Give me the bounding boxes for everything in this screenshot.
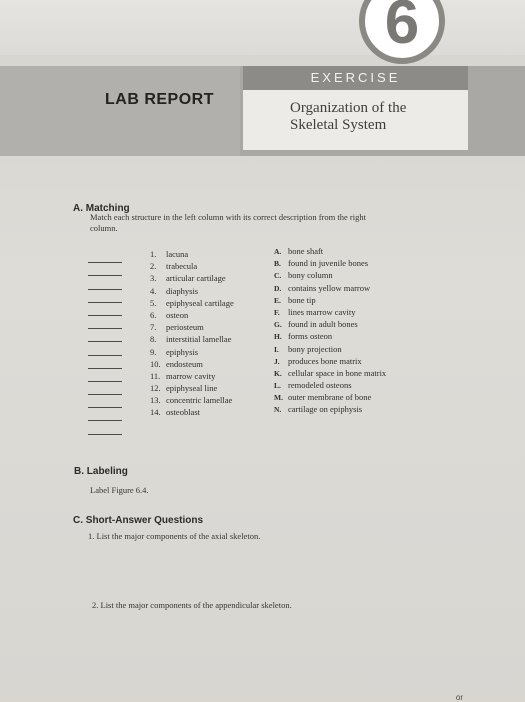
structure-item: 2. trabecula (150, 261, 198, 272)
description-item: G. found in adult bones (274, 319, 358, 330)
description-item: I. bony projection (274, 343, 342, 354)
structure-item: 11. marrow cavity (150, 370, 216, 381)
question-1: 1. List the major components of the axial skeleton. (88, 531, 261, 541)
lab-report-heading: LAB REPORT (105, 91, 214, 108)
structure-item: 10. endosteum (150, 358, 203, 369)
exercise-title-line-2: Skeletal System (290, 117, 387, 133)
answer-blank-7[interactable] (88, 329, 122, 342)
structure-item: 8. interstitial lamellae (150, 334, 232, 345)
answer-blank-2[interactable] (88, 263, 122, 276)
header-left-panel (0, 66, 240, 156)
question-2: 2. List the major components of the appendicular skeleton. (92, 600, 292, 610)
description-item: K. cellular space in bone matrix (274, 367, 387, 378)
exercise-title (290, 100, 460, 134)
answer-blank-10[interactable] (88, 369, 122, 382)
description-item: C. bony column (274, 270, 333, 281)
labeling-instruction: Label Figure 6.4. (90, 485, 149, 495)
answer-blank-3[interactable] (88, 276, 122, 289)
answer-blank-12[interactable] (88, 395, 122, 408)
structure-item: 7. periosteum (150, 322, 204, 333)
chapter-number-badge: 6 (359, 0, 445, 64)
matching-instructions (90, 212, 450, 234)
description-item: E. bone tip (274, 294, 316, 305)
description-item: H. forms osteon (274, 331, 333, 342)
instruction-line-1: Match each structure in the left column with its correct description from the right (90, 212, 366, 222)
structure-item: 3. articular cartilage (150, 273, 226, 284)
structure-item: 12. epiphyseal line (150, 383, 218, 394)
structure-list (150, 249, 234, 420)
structure-item: 1. lacuna (150, 249, 189, 259)
structure-item: 6. osteon (150, 309, 189, 320)
page-top-edge (0, 0, 525, 55)
structure-item: 4. diaphysis (150, 285, 199, 296)
description-item: D. contains yellow marrow (274, 282, 371, 293)
answer-blank-14[interactable] (88, 421, 122, 434)
exercise-label: EXERCISE (243, 66, 468, 90)
answer-blank-4[interactable] (88, 290, 122, 303)
section-c-heading: C. Short-Answer Questions (73, 515, 204, 526)
description-item: L. remodeled osteons (274, 380, 352, 391)
description-item: B. found in juvenile bones (274, 258, 369, 269)
instruction-line-2: column. (90, 223, 118, 233)
answer-blank-8[interactable] (88, 342, 122, 355)
answer-blank-1[interactable] (88, 250, 122, 263)
answer-blanks (88, 250, 122, 435)
section-b-heading: B. Labeling (74, 466, 128, 477)
page-corner-text: or (455, 693, 463, 702)
description-item: J. produces bone matrix (274, 355, 362, 366)
structure-item: 14. osteoblast (150, 407, 200, 418)
description-list (274, 246, 386, 417)
description-item: F. lines marrow cavity (274, 306, 356, 317)
answer-blank-13[interactable] (88, 408, 122, 421)
exercise-title-line-1: Organization of the (290, 100, 407, 116)
description-item: N. cartilage on epiphysis (274, 404, 363, 415)
answer-blank-5[interactable] (88, 303, 122, 316)
answer-blank-11[interactable] (88, 382, 122, 395)
answer-blank-6[interactable] (88, 316, 122, 329)
structure-item: 9. epiphysis (150, 346, 199, 357)
section-a-heading: A. Matching (73, 203, 130, 214)
answer-blank-9[interactable] (88, 356, 122, 369)
structure-item: 13. concentric lamellae (150, 395, 233, 406)
description-item: A. bone shaft (274, 246, 324, 256)
description-item: M. outer membrane of bone (274, 392, 372, 403)
structure-item: 5. epiphyseal cartilage (150, 297, 234, 308)
